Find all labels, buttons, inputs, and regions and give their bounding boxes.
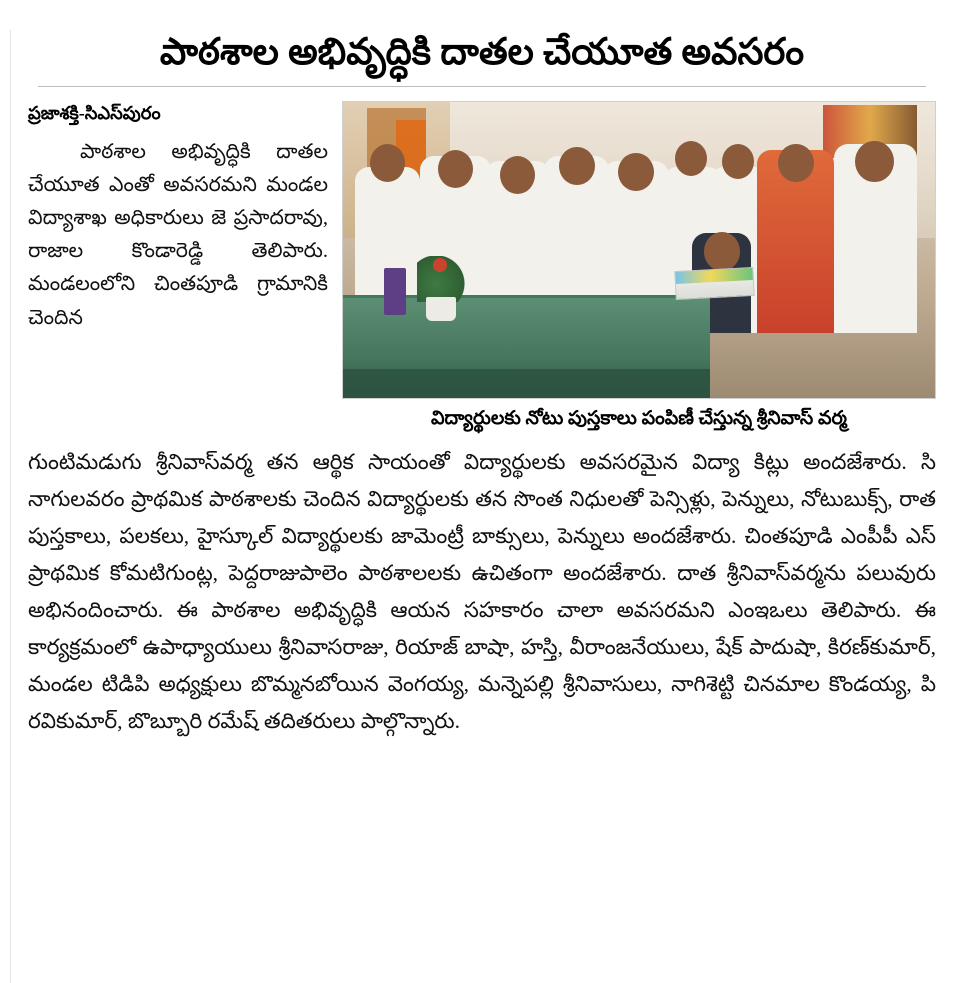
page-title: పాఠశాల అభివృద్ధికి దాతల చేయూత అవసరం [159,32,805,73]
article-body [28,101,936,739]
byline: ప్రజాశక్తి-సిఎస్‌పురం [28,103,161,124]
photo-woman-head [778,144,814,182]
newspaper-article-page [0,30,964,983]
left-column [28,101,328,335]
school-kit-distribution-photo [342,101,936,399]
article-paragraph: గుంటిమడుగు శ్రీనివాస్‌వర్మ తన ఆర్థిక సాయంతో విద్యార్థులకు అవసరమైన విద్యా కిట్లు అందజేశారు. సి నాగులవరం ప్రాథమిక పాఠశాలకు చెందిన విద్యార్థులకు తన సొంత నిధులతో పెన్సిళ్లు, పెన్నులు, నోటుబుక్స్, రాత పుస్తకాలు, పలకలు, హైస్కూల్ విద్యార్థులకు జామెంట్రీ బాక్సులు, పెన్నులు అందజేశారు. చింతపూడి ఎంపీపీ ఎస్ ప్రాథమిక కోమటిగుంట్ల, పెద్దరాజుపాలెం పాఠశాలలకు ఉచితంగా అందజేశారు. దాత శ్రీనివాస్‌వర్మను పలువురు అభినందించారు. ఈ పాఠశాల అభివృద్ధికి ఆయన సహకారం చాలా అవసరమని ఎంఇఒలు తెలిపారు. ఈ కార్యక్రమంలో ఉపాధ్యాయులు శ్రీనివాసరాజు, రియాజ్ బాషా, హస్తి, వీరాంజనేయులు, షేక్ పాదుషా, కిరణ్‌కుమార్, మండల టిడిపి అధ్యక్షులు బొమ్మనబోయిన వెంగయ్య, మన్నెపల్లి శ్రీనివాసులు, నాగిశెట్టి చినమాల కొండయ్య, పి రవికుమార్, బొబ్బూరి రమేష్ తదితరులు పాల్గొన్నారు. [28,449,936,733]
photo-caption: విద్యార్థులకు నోటు పుస్తకాలు పంపిణీ చేస్తున్న శ్రీనివాస్ వర్మ [431,408,847,430]
photo-person-head [370,144,406,182]
photo-table-front [343,369,710,399]
photo-bottle [384,268,405,315]
photo-notebook-covers [675,268,752,284]
photo-pot [426,297,456,322]
photo-person-head [438,150,474,188]
lead-paragraph [28,136,328,335]
page-left-rule [10,30,11,983]
photo-plant-flower [433,258,447,272]
photo-person-head [559,147,595,185]
photo-flower-pot [414,256,467,321]
headline-divider [38,86,926,87]
article-main-text [28,444,936,740]
photo-notebooks-stack [674,267,754,300]
photo-student-head [704,232,740,270]
photo-person-head [618,153,654,191]
lead-paragraph-text: పాఠశాల అభివృద్ధికి దాతల చేయూత ఎంతో అవసరమని మండల విద్యాశాఖ అధికారులు జె ప్రసాదరావు, రాజాల కొండారెడ్డి తెలిపారు. మండలంలోని చింతపూడి గ్రామానికి చెందిన [28,140,328,329]
photo-person-head [675,141,708,177]
photo-person-head [500,156,536,194]
photo-person-head [855,141,893,182]
article-top-section [28,101,936,432]
photo-column [342,101,936,432]
